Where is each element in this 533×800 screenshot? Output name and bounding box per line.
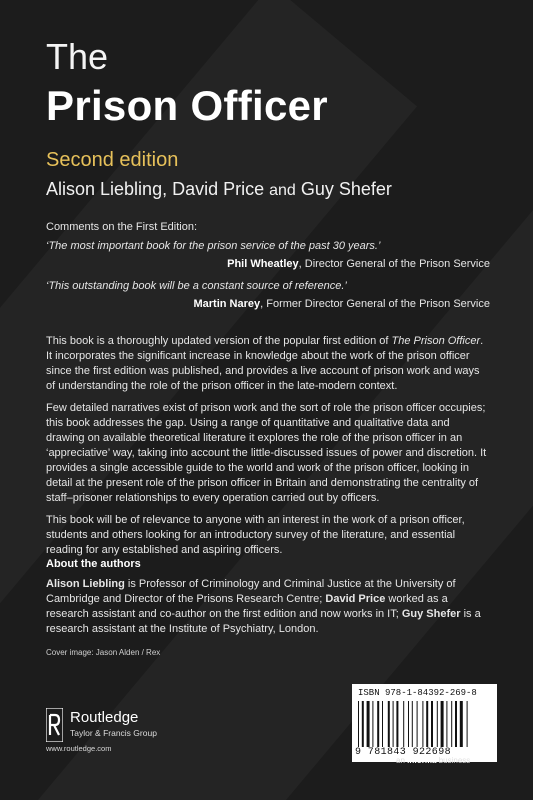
quote-2-attribution — [46, 297, 490, 312]
about-authors-section — [46, 557, 490, 660]
informa-business-label — [396, 756, 470, 765]
author-bio-2: worked as a research assistant and co-author on the first edition and now works in IT; — [46, 593, 448, 620]
routledge-r-icon — [46, 708, 63, 742]
blurb-p1-end: . It incorporates the significant increase in knowledge about the work of the prison officer since the first edition was published, and provides a live account of prison work and ways of understanding the role of the prison officer in the late-modern context. — [46, 335, 484, 392]
publisher-name: Routledge — [70, 709, 139, 726]
comments-intro: Comments on the First Edition: — [46, 221, 198, 233]
blurb-p1-book-title: The Prison Officer — [391, 335, 481, 347]
authors-and: and — [269, 182, 296, 199]
quote-1: ‘The most important book for the prison service of the past 30 years.’ — [46, 240, 381, 252]
publisher-url: www.routledge.com — [46, 744, 112, 753]
book-title: Prison Officer — [46, 82, 328, 129]
blurb-paragraph-3: This book will be of relevance to anyone with an interest in the work of a prison officer, students and others looking for an introductory survey of the literature, and essential reading for any established and aspiring officers. — [46, 514, 465, 556]
blurb-paragraph-1 — [46, 334, 490, 394]
quote-2: ‘This outstanding book will be a constant source of reference.’ — [46, 280, 347, 292]
quote-1-name: Phil Wheatley — [227, 258, 299, 270]
author-bio-1: is Professor of Criminology and Criminal Justice at the University of Cambridge and Director of the Prisons Research Centre; — [46, 578, 456, 605]
about-text — [46, 577, 490, 637]
barcode-bars — [358, 701, 490, 747]
quote-1-attribution — [46, 257, 490, 272]
informa-suffix: business — [436, 756, 471, 765]
informa-brand: informa — [407, 756, 437, 765]
author-name-1: Alison Liebling — [46, 578, 125, 590]
quote-2-name: Martin Narey — [193, 298, 261, 310]
comments-section — [46, 220, 490, 312]
title-prefix: The — [46, 36, 109, 77]
authors-last-name: Guy Shefer — [300, 179, 392, 199]
edition-label: Second edition — [46, 149, 179, 171]
author-name-3: Guy Shefer — [401, 608, 461, 620]
blurb-section — [46, 334, 490, 558]
quote-2-role: , Former Director General of the Prison Service — [260, 298, 490, 310]
author-bio-3: is a research assistant at the Institute of Psychiatry, London. — [46, 608, 481, 635]
cover-image-credit: Cover image: Jason Alden / Rex — [46, 648, 161, 657]
author-name-2: David Price — [325, 593, 386, 605]
publisher-group: Taylor & Francis Group — [70, 728, 157, 738]
blurb-p1-start: This book is a thoroughly updated version of the popular first edition of — [46, 335, 392, 347]
barcode-box — [352, 684, 497, 762]
isbn-label: ISBN 978-1-84392-269-8 — [358, 688, 477, 698]
informa-prefix: an — [396, 756, 408, 765]
authors-line — [46, 179, 392, 200]
authors-names: Alison Liebling, David Price — [46, 179, 265, 199]
about-heading: About the authors — [46, 558, 141, 570]
quote-1-role: , Director General of the Prison Service — [298, 258, 490, 270]
blurb-paragraph-2: Few detailed narratives exist of prison work and the sort of role the prison officer occupies; this book addresses the gap. Using a range of quantitative and qualitative data and drawing on available theoretical literature it explores the role of the prison officer in an ‘appreciative’ way, taking into account the little-discussed issues of power and discretion. It provides a single accessible guide to the world and work of the prison officer, looking in detail at the present role of the prison officer in Britain and demonstrating the centrality of staff–prisoner relationships to every operation carried out by officers. — [46, 402, 487, 504]
barcode-number: 9 781843 922698 — [355, 747, 452, 758]
